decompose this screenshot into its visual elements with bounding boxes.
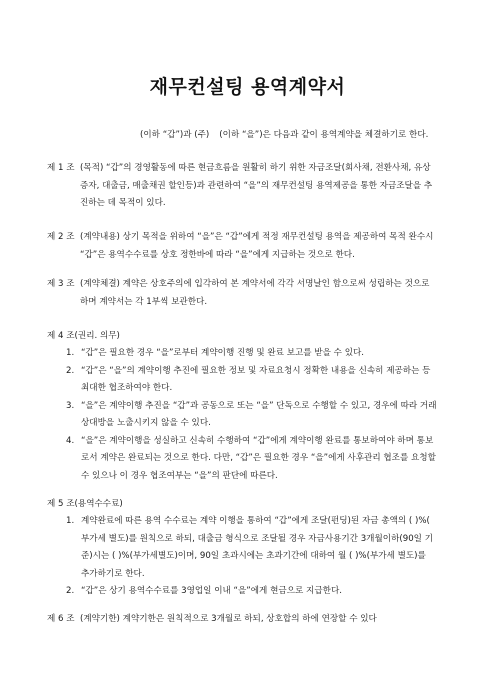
article-2-number: 제 2 조 — [47, 232, 75, 242]
list-item-line: “갑”은 필요한 경우 “을”로부터 계약이행 진행 및 완료 보고를 받을 수 있다. — [81, 348, 365, 358]
article-3 — [47, 276, 447, 311]
list-item-line: 추가하기로 한다. — [81, 568, 145, 579]
list-item-line: “을”은 계약이행 추진을 “갑”과 공동으로 또는 “을” 단독으로 수행할 수 있고, 경우에 따라 거래 — [81, 400, 437, 411]
intro-sentence — [140, 128, 428, 140]
list-item-line: 최대한 협조하여야 한다. — [81, 383, 173, 393]
article-6-line: (계약기한) 계약기한은 원칙적으로 3개월로 하되, 상호합의 하에 연장할 수 있다 — [80, 614, 377, 624]
article-1-line: 진하는 데 목적이 있다. — [80, 198, 166, 208]
document-title: 재무컨설팅 용역계약서 — [149, 76, 346, 98]
list-marker: 2. — [66, 586, 75, 596]
list-item — [66, 433, 446, 486]
list-item — [66, 583, 446, 601]
intro-part-1: (이하 “갑”)과 (주) — [140, 130, 210, 140]
list-item — [66, 345, 446, 363]
list-marker: 3. — [66, 400, 75, 411]
list-marker: 2. — [66, 365, 75, 376]
article-3-number: 제 3 조 — [47, 279, 75, 289]
article-2-line: (계약내용) 상기 목적을 위하여 “을”은 “갑”에게 적정 재무컨설팅 용역을 제공하여 목적 완수시 — [80, 232, 434, 242]
list-marker: 4. — [66, 435, 75, 446]
article-1-number: 제 1 조 — [47, 163, 75, 173]
list-item-line: “갑”은 “을”의 계약이행 추진에 필요한 정보 및 자료요청시 정확한 내용을 신속히 제공하는 등 — [81, 365, 431, 376]
list-item — [66, 363, 446, 398]
article-1-line: 증자, 대출금, 매출채권 할인등)과 관련하여 “을”의 재무컨설팅 용역제공을 통한 자금조달을 추 — [80, 180, 433, 191]
article-2 — [47, 229, 447, 264]
list-item-line: 상대방을 노출시키지 않을 수 있다. — [81, 418, 211, 428]
list-item-line: 로서 계약은 완료되는 것으로 한다. 다만, “갑”은 필요한 경우 “을”에게 사후관리 협조를 요청할 — [81, 453, 436, 463]
list-marker: 1. — [66, 516, 75, 526]
article-5-heading: 제 5 조(용역수수료) — [47, 499, 123, 509]
article-2-line: “갑”은 용역수수료를 상호 정한바에 따라 “을”에게 지급하는 것으로 한다. — [80, 249, 355, 260]
list-item-line: “을”은 계약이행을 성실하고 신속히 수행하여 “갑”에게 계약이행 완료를 통보하여야 하며 통보 — [81, 435, 434, 446]
list-item — [66, 398, 446, 433]
list-item-line: 부가세 별도)를 원칙으로 하되, 대출금 형식으로 조달될 경우 자금사용기간 3개월이하(90일 기 — [81, 533, 434, 544]
article-1 — [47, 160, 447, 213]
article-4-heading: 제 4 조(권리. 의무) — [47, 331, 120, 341]
list-item-line: 준)시는 ( )%(부가세별도)이며, 90일 초과시에는 초과기간에 대하여 월 ( )%(부가세 별도)를 — [81, 551, 426, 561]
list-item-line: “갑”은 상기 용역수수료를 3영업일 이내 “을”에게 현금으로 지급한다. — [81, 586, 342, 596]
article-6 — [47, 611, 447, 629]
list-marker: 1. — [66, 348, 75, 358]
article-6-number: 제 6 조 — [47, 614, 75, 624]
article-3-line: 하며 계약서는 각 1부씩 보관한다. — [80, 296, 208, 307]
article-1-line: (목적) “갑”의 경영활동에 따른 현금흐름을 원활히 하기 위한 자금조달(회사채, 전환사채, 유상 — [80, 163, 431, 173]
article-4-list — [66, 345, 446, 485]
list-item-line: 수 있으나 이 경우 협조여부는 “을”의 판단에 따른다. — [81, 470, 278, 481]
list-item-line: 계약완료에 따른 용역 수수료는 계약 이행을 통하여 “갑”에게 조달(펀딩)된 자금 총액의 ( )%( — [81, 516, 430, 526]
intro-part-2: (이하 “을”)은 다음과 같이 용역계약을 체결하기로 한다. — [219, 130, 429, 140]
list-item — [66, 513, 446, 583]
article-5-list — [66, 513, 446, 601]
article-3-line: (계약체결) 계약은 상호주의에 입각하여 본 계약서에 각각 서명날인 함으로써 성립하는 것으로 — [80, 279, 430, 289]
